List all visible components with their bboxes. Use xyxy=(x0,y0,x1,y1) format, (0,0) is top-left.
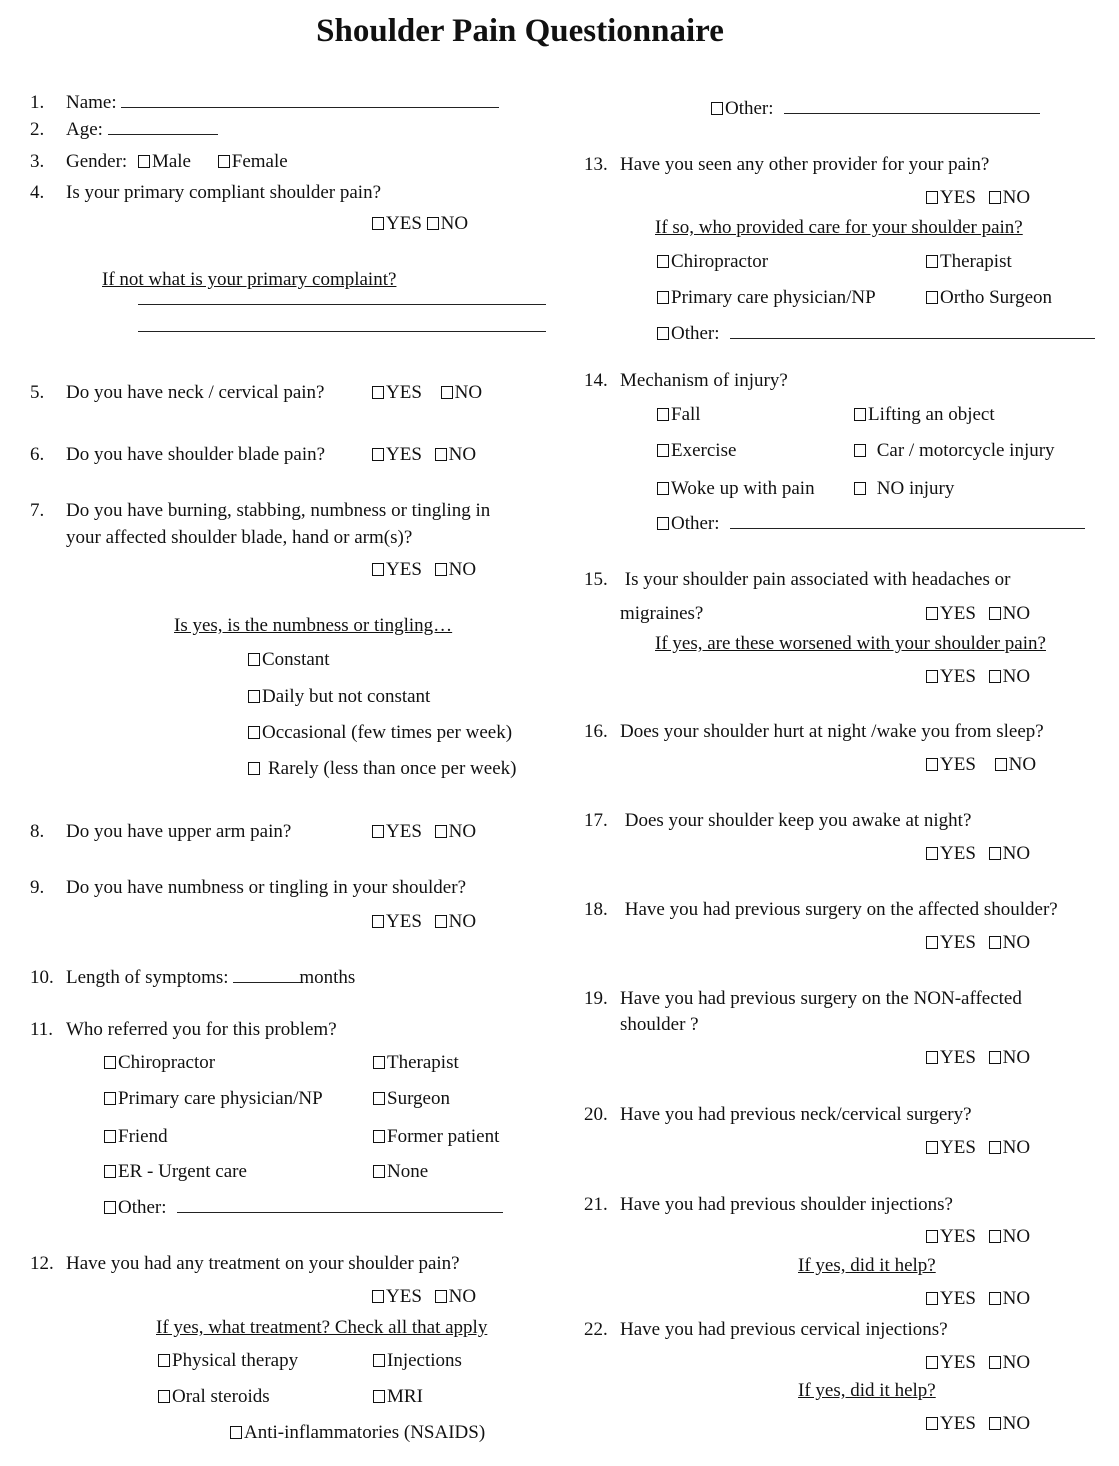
q17-no-checkbox[interactable] xyxy=(989,847,1001,860)
q21b-yes-checkbox[interactable] xyxy=(926,1292,938,1305)
q18-no-checkbox[interactable] xyxy=(989,936,1001,949)
q21b-yes-label: YES xyxy=(940,1288,976,1309)
q18-question xyxy=(584,899,1058,921)
inj-none-label: NO injury xyxy=(872,478,955,499)
q7-no-label: NO xyxy=(448,559,477,580)
q15-number: 15. xyxy=(584,569,608,590)
q7-no-checkbox[interactable] xyxy=(435,563,447,576)
prov-therapist-checkbox[interactable] xyxy=(926,255,938,268)
q9-no-label: NO xyxy=(448,911,477,932)
q12-option-pt xyxy=(158,1350,298,1372)
inj-none-checkbox[interactable] xyxy=(854,482,866,495)
q17-yes-checkbox[interactable] xyxy=(926,847,938,860)
name-field[interactable] xyxy=(121,92,499,108)
q22b-yes-label: YES xyxy=(940,1413,976,1434)
q4-no-checkbox[interactable] xyxy=(427,217,439,230)
inj-exercise-label: Exercise xyxy=(671,440,737,461)
q19-text-line2: shoulder ? xyxy=(620,1014,699,1035)
q15b-yes-checkbox[interactable] xyxy=(926,670,938,683)
q11-option-former-patient xyxy=(373,1126,499,1148)
ref-chiropractor-checkbox[interactable] xyxy=(104,1056,116,1069)
q16-yes-label: YES xyxy=(940,754,976,775)
q12-followup: If yes, what treatment? Check all that apply xyxy=(156,1317,488,1338)
q6-question xyxy=(30,444,325,466)
q11-option-er xyxy=(104,1161,247,1183)
inj-car-label: Car / motorcycle injury xyxy=(872,440,1055,461)
ref-surgeon-label: Surgeon xyxy=(387,1088,450,1109)
q9-number: 9. xyxy=(30,877,45,898)
q14-option-fall xyxy=(657,404,701,426)
q4-no-label: NO xyxy=(440,213,469,234)
q12-no-checkbox[interactable] xyxy=(435,1290,447,1303)
q5-number: 5. xyxy=(30,382,45,403)
q12-yes-label: YES xyxy=(386,1286,422,1307)
q2-age xyxy=(30,119,218,141)
q8-no-label: NO xyxy=(448,821,477,842)
q12-answers xyxy=(372,1286,476,1308)
q9-question xyxy=(30,877,466,899)
q1-number: 1. xyxy=(30,92,45,113)
q6-no-label: NO xyxy=(448,444,477,465)
q12-option-nsaids xyxy=(230,1422,485,1444)
q9-yes-checkbox[interactable] xyxy=(372,915,384,928)
q8-yes-label: YES xyxy=(386,821,422,842)
q9-no-checkbox[interactable] xyxy=(435,915,447,928)
q21-no-checkbox[interactable] xyxy=(989,1230,1001,1243)
q14-text: Mechanism of injury? xyxy=(620,370,788,391)
q19-no-checkbox[interactable] xyxy=(989,1051,1001,1064)
daily-checkbox[interactable] xyxy=(248,690,260,703)
prov-pcp-label: Primary care physician/NP xyxy=(671,287,876,308)
q13-number: 13. xyxy=(584,154,608,175)
q11-option-chiropractor xyxy=(104,1052,215,1074)
q21-yes-checkbox[interactable] xyxy=(926,1230,938,1243)
q8-no-checkbox[interactable] xyxy=(435,825,447,838)
q4-number: 4. xyxy=(30,182,45,203)
constant-label: Constant xyxy=(262,649,330,670)
q15-answers xyxy=(926,603,1030,625)
q3-number: 3. xyxy=(30,151,45,172)
q17-text: Does your shoulder keep you awake at night? xyxy=(620,810,972,831)
q21-no-label: NO xyxy=(1002,1226,1031,1247)
q15-yes-label: YES xyxy=(940,603,976,624)
inj-car-checkbox[interactable] xyxy=(854,444,866,457)
ref-pcp-label: Primary care physician/NP xyxy=(118,1088,323,1109)
q15-followup: If yes, are these worsened with your shoulder pain? xyxy=(655,633,1046,654)
q22-yes-checkbox[interactable] xyxy=(926,1356,938,1369)
q15-question-line1 xyxy=(584,569,1010,591)
q14-option-other xyxy=(657,513,1085,535)
inj-lifting-label: Lifting an object xyxy=(868,404,995,425)
complaint-field-line-1[interactable] xyxy=(138,304,546,305)
inj-fall-checkbox[interactable] xyxy=(657,408,669,421)
prov-ortho-checkbox[interactable] xyxy=(926,291,938,304)
q21-answers xyxy=(926,1226,1030,1248)
q13-no-label: NO xyxy=(1002,187,1031,208)
q8-text: Do you have upper arm pain? xyxy=(66,821,292,842)
q9-yes-label: YES xyxy=(386,911,422,932)
tx-mri-checkbox[interactable] xyxy=(373,1390,385,1403)
q8-question xyxy=(30,821,291,843)
q5-no-label: NO xyxy=(454,382,483,403)
q6-yes-checkbox[interactable] xyxy=(372,448,384,461)
ref-therapist-label: Therapist xyxy=(387,1052,459,1073)
q6-yes-label: YES xyxy=(386,444,422,465)
q16-no-label: NO xyxy=(1008,754,1037,775)
ref-other-field[interactable] xyxy=(177,1197,503,1213)
q11-option-pcp xyxy=(104,1088,323,1110)
q7-followup: Is yes, is the numbness or tingling… xyxy=(174,615,453,636)
q3-gender xyxy=(30,151,288,173)
q13-yes-checkbox[interactable] xyxy=(926,191,938,204)
q18-no-label: NO xyxy=(1002,932,1031,953)
tx-injections-checkbox[interactable] xyxy=(373,1354,385,1367)
q22-no-checkbox[interactable] xyxy=(989,1356,1001,1369)
q16-text: Does your shoulder hurt at night /wake you from sleep? xyxy=(620,721,1044,742)
q4-yes-checkbox[interactable] xyxy=(372,217,384,230)
male-checkbox[interactable] xyxy=(138,155,150,168)
q13-answers xyxy=(926,187,1030,209)
ref-friend-checkbox[interactable] xyxy=(104,1130,116,1143)
q11-option-other xyxy=(104,1197,503,1219)
q10-number: 10. xyxy=(30,967,54,988)
inj-woke-checkbox[interactable] xyxy=(657,482,669,495)
prov-other-checkbox[interactable] xyxy=(657,327,669,340)
prov-chiropractor-checkbox[interactable] xyxy=(657,255,669,268)
q21-followup-answers xyxy=(926,1288,1030,1310)
q1-label: Name: xyxy=(66,92,117,113)
q18-yes-label: YES xyxy=(940,932,976,953)
prov-chiropractor-label: Chiropractor xyxy=(671,251,769,272)
q9-answers xyxy=(372,911,476,933)
q19-question-line1 xyxy=(584,988,1022,1010)
q14-option-lifting xyxy=(854,404,995,426)
q13-text: Have you seen any other provider for your pain? xyxy=(620,154,990,175)
occasional-checkbox[interactable] xyxy=(248,726,260,739)
q15b-no-checkbox[interactable] xyxy=(989,670,1001,683)
q7-answers xyxy=(372,559,476,581)
q17-number: 17. xyxy=(584,810,608,831)
q7-text-line2: your affected shoulder blade, hand or arm(s)? xyxy=(66,527,413,548)
q17-yes-label: YES xyxy=(940,843,976,864)
rarely-checkbox[interactable] xyxy=(248,762,260,775)
q17-question xyxy=(584,810,971,832)
q18-text: Have you had previous surgery on the affected shoulder? xyxy=(620,899,1058,920)
q14-question xyxy=(584,370,788,392)
q14-option-woke-up xyxy=(657,478,815,500)
tx-injections-label: Injections xyxy=(387,1350,462,1371)
q22-followup: If yes, did it help? xyxy=(798,1380,936,1401)
q13-option-ortho xyxy=(926,287,1052,309)
ref-pcp-checkbox[interactable] xyxy=(104,1092,116,1105)
q18-yes-checkbox[interactable] xyxy=(926,936,938,949)
q12-yes-checkbox[interactable] xyxy=(372,1290,384,1303)
q12-question xyxy=(30,1253,460,1275)
q7-text-line1: Do you have burning, stabbing, numbness or tingling in xyxy=(66,500,491,521)
q20-no-checkbox[interactable] xyxy=(989,1141,1001,1154)
q22-text: Have you had previous cervical injections? xyxy=(620,1319,948,1340)
q14-option-exercise xyxy=(657,440,736,462)
ref-other-label: Other: xyxy=(118,1197,167,1218)
q9-text: Do you have numbness or tingling in your shoulder? xyxy=(66,877,467,898)
q20-answers xyxy=(926,1137,1030,1159)
q20-text: Have you had previous neck/cervical surgery? xyxy=(620,1104,972,1125)
q7-option-constant xyxy=(248,649,330,671)
q12-no-label: NO xyxy=(448,1286,477,1307)
q19-no-label: NO xyxy=(1002,1047,1031,1068)
q20-yes-checkbox[interactable] xyxy=(926,1141,938,1154)
q22-yes-label: YES xyxy=(940,1352,976,1373)
ref-friend-label: Friend xyxy=(118,1126,168,1147)
length-field[interactable] xyxy=(233,967,303,983)
tx-pt-checkbox[interactable] xyxy=(158,1354,170,1367)
ref-er-checkbox[interactable] xyxy=(104,1165,116,1178)
tx-other-checkbox[interactable] xyxy=(711,102,723,115)
q15-followup-answers xyxy=(926,666,1030,688)
q13-yes-label: YES xyxy=(940,187,976,208)
male-label: Male xyxy=(151,151,191,172)
inj-lifting-checkbox[interactable] xyxy=(854,408,866,421)
q18-answers xyxy=(926,932,1030,954)
tx-other-field[interactable] xyxy=(784,98,1040,114)
q21-text: Have you had previous shoulder injections? xyxy=(620,1194,953,1215)
q20-number: 20. xyxy=(584,1104,608,1125)
q4-answers xyxy=(372,213,468,235)
q15-no-checkbox[interactable] xyxy=(989,607,1001,620)
q7-option-daily xyxy=(248,686,430,708)
tx-nsaids-checkbox[interactable] xyxy=(230,1426,242,1439)
q14-option-no-injury xyxy=(854,478,954,500)
q8-answers xyxy=(372,821,476,843)
q5-answers xyxy=(372,382,482,404)
q11-option-surgeon xyxy=(373,1088,450,1110)
q17-no-label: NO xyxy=(1002,843,1031,864)
q4-question xyxy=(30,182,381,204)
inj-exercise-checkbox[interactable] xyxy=(657,444,669,457)
q7-number: 7. xyxy=(30,500,45,521)
q16-question xyxy=(584,721,1044,743)
q12-option-mri xyxy=(373,1386,423,1408)
q5-yes-checkbox[interactable] xyxy=(372,386,384,399)
q5-no-checkbox[interactable] xyxy=(441,386,453,399)
q19-text-line1: Have you had previous surgery on the NON-affected xyxy=(620,988,1022,1009)
q22-followup-answers xyxy=(926,1413,1030,1435)
q11-text: Who referred you for this problem? xyxy=(66,1019,337,1040)
q10-unit: months xyxy=(299,967,356,988)
q3-label: Gender: xyxy=(66,151,128,172)
q4-followup: If not what is your primary complaint? xyxy=(102,269,397,290)
q7-question-line1 xyxy=(30,500,490,522)
q7-yes-checkbox[interactable] xyxy=(372,563,384,576)
ref-therapist-checkbox[interactable] xyxy=(373,1056,385,1069)
q6-text: Do you have shoulder blade pain? xyxy=(66,444,326,465)
q13-option-pcp xyxy=(657,287,876,309)
occasional-label: Occasional (few times per week) xyxy=(262,722,513,743)
ref-er-label: ER - Urgent care xyxy=(118,1161,247,1182)
q7-option-rarely xyxy=(248,758,516,780)
q13-question xyxy=(584,154,989,176)
inj-other-checkbox[interactable] xyxy=(657,517,669,530)
q21-number: 21. xyxy=(584,1194,608,1215)
q19-number: 19. xyxy=(584,988,608,1009)
prov-pcp-checkbox[interactable] xyxy=(657,291,669,304)
q8-yes-checkbox[interactable] xyxy=(372,825,384,838)
q2-label: Age: xyxy=(66,119,103,140)
q5-yes-label: YES xyxy=(386,382,422,403)
q22b-yes-checkbox[interactable] xyxy=(926,1417,938,1430)
tx-nsaids-label: Anti-inflammatories (NSAIDS) xyxy=(244,1422,486,1443)
q15b-no-label: NO xyxy=(1002,666,1031,687)
ref-surgeon-checkbox[interactable] xyxy=(373,1092,385,1105)
q19-yes-label: YES xyxy=(940,1047,976,1068)
ref-former-patient-checkbox[interactable] xyxy=(373,1130,385,1143)
q18-number: 18. xyxy=(584,899,608,920)
q22-answers xyxy=(926,1352,1030,1374)
q6-answers xyxy=(372,444,476,466)
prov-other-label: Other: xyxy=(671,323,720,344)
ref-none-checkbox[interactable] xyxy=(373,1165,385,1178)
q5-text: Do you have neck / cervical pain? xyxy=(66,382,325,403)
q6-number: 6. xyxy=(30,444,45,465)
q4-text: Is your primary compliant shoulder pain? xyxy=(66,182,382,203)
female-checkbox[interactable] xyxy=(218,155,230,168)
q12-option-injections xyxy=(373,1350,462,1372)
q15-no-label: NO xyxy=(1002,603,1031,624)
q11-number: 11. xyxy=(30,1019,54,1040)
q21-followup: If yes, did it help? xyxy=(798,1255,936,1276)
q5-question xyxy=(30,382,325,404)
q16-no-checkbox[interactable] xyxy=(995,758,1007,771)
inj-woke-label: Woke up with pain xyxy=(671,478,815,499)
q20-yes-label: YES xyxy=(940,1137,976,1158)
q12-number: 12. xyxy=(30,1253,54,1274)
q1-name xyxy=(30,92,499,114)
prov-other-field[interactable] xyxy=(730,323,1095,339)
q13-followup: If so, who provided care for your shoulder pain? xyxy=(655,217,1023,238)
tx-other-label: Other: xyxy=(725,98,774,119)
q13-option-other xyxy=(657,323,1095,345)
inj-other-label: Other: xyxy=(671,513,720,534)
q21-question xyxy=(584,1194,953,1216)
q19-answers xyxy=(926,1047,1030,1069)
q13-no-checkbox[interactable] xyxy=(989,191,1001,204)
q22-number: 22. xyxy=(584,1319,608,1340)
complaint-field-line-2[interactable] xyxy=(138,331,546,332)
q21-yes-label: YES xyxy=(940,1226,976,1247)
q10-length xyxy=(30,967,355,989)
q17-answers xyxy=(926,843,1030,865)
q15-text-line1: Is your shoulder pain associated with headaches or xyxy=(620,569,1011,590)
q11-option-therapist xyxy=(373,1052,459,1074)
inj-fall-label: Fall xyxy=(671,404,701,425)
tx-mri-label: MRI xyxy=(387,1386,423,1407)
q16-yes-checkbox[interactable] xyxy=(926,758,938,771)
q22b-no-checkbox[interactable] xyxy=(989,1417,1001,1430)
q15-yes-checkbox[interactable] xyxy=(926,607,938,620)
constant-checkbox[interactable] xyxy=(248,653,260,666)
ref-former-patient-label: Former patient xyxy=(387,1126,500,1147)
q22-no-label: NO xyxy=(1002,1352,1031,1373)
q7-yes-label: YES xyxy=(386,559,422,580)
page-title: Shoulder Pain Questionnaire xyxy=(316,13,724,49)
female-label: Female xyxy=(231,151,288,172)
q4-yes-label: YES xyxy=(386,213,422,234)
q13-option-therapist xyxy=(926,251,1012,273)
tx-steroids-checkbox[interactable] xyxy=(158,1390,170,1403)
q12-option-oral-steroids xyxy=(158,1386,270,1408)
q2-number: 2. xyxy=(30,119,45,140)
q15-text-line2: migraines? xyxy=(620,603,704,624)
q13-option-chiropractor xyxy=(657,251,768,273)
q20-no-label: NO xyxy=(1002,1137,1031,1158)
ref-none-label: None xyxy=(387,1161,429,1182)
age-field[interactable] xyxy=(108,119,218,135)
prov-ortho-label: Ortho Surgeon xyxy=(940,287,1053,308)
q16-number: 16. xyxy=(584,721,608,742)
q22b-no-label: NO xyxy=(1002,1413,1031,1434)
daily-label: Daily but not constant xyxy=(262,686,431,707)
q21b-no-label: NO xyxy=(1002,1288,1031,1309)
q14-option-car xyxy=(854,440,1055,462)
q15b-yes-label: YES xyxy=(940,666,976,687)
q22-question xyxy=(584,1319,948,1341)
q12-text: Have you had any treatment on your shoulder pain? xyxy=(66,1253,460,1274)
tx-steroids-label: Oral steroids xyxy=(172,1386,270,1407)
q11-question xyxy=(30,1019,337,1041)
q19-yes-checkbox[interactable] xyxy=(926,1051,938,1064)
q6-no-checkbox[interactable] xyxy=(435,448,447,461)
q10-label: Length of symptoms: xyxy=(66,967,229,988)
inj-other-field[interactable] xyxy=(730,513,1085,529)
q12-option-other xyxy=(711,98,1040,120)
rarely-label: Rarely (less than once per week) xyxy=(268,758,517,779)
q14-number: 14. xyxy=(584,370,608,391)
q8-number: 8. xyxy=(30,821,45,842)
q7-option-occasional xyxy=(248,722,512,744)
tx-pt-label: Physical therapy xyxy=(172,1350,299,1371)
prov-therapist-label: Therapist xyxy=(940,251,1012,272)
q11-option-friend xyxy=(104,1126,168,1148)
q21b-no-checkbox[interactable] xyxy=(989,1292,1001,1305)
q20-question xyxy=(584,1104,972,1126)
ref-other-checkbox[interactable] xyxy=(104,1201,116,1214)
ref-chiropractor-label: Chiropractor xyxy=(118,1052,216,1073)
q11-option-none xyxy=(373,1161,428,1183)
q16-answers xyxy=(926,754,1036,776)
